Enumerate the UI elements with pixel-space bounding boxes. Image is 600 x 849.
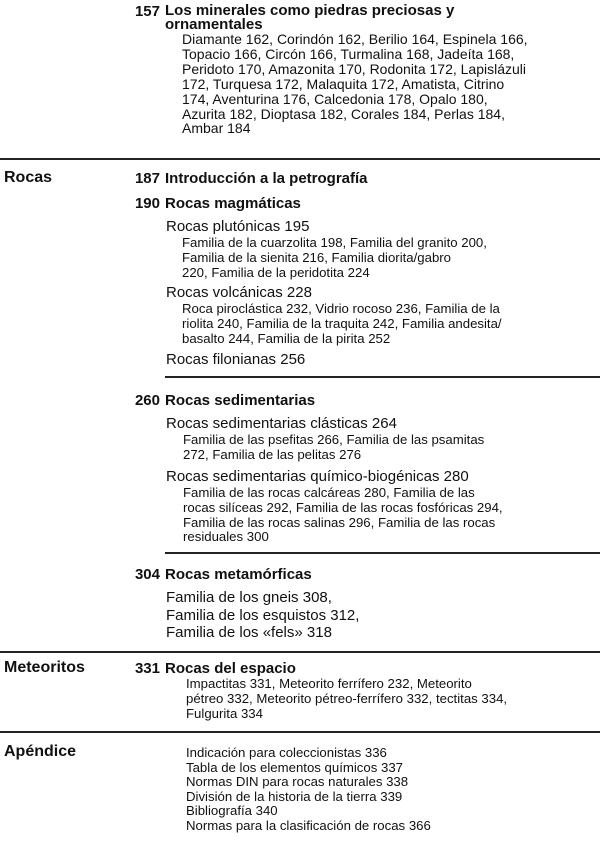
divider: [165, 552, 600, 554]
subsection-volcanicas: Rocas volcánicas 228: [166, 284, 312, 301]
minerales-details: [182, 32, 528, 136]
detail-line: Familia de la cuarzolita 198, Familia del granito 200,: [182, 235, 487, 250]
page-number: 304: [134, 566, 160, 583]
detail-line: 172, Turquesa 172, Malaquita 172, Amatista, Citrino: [182, 75, 505, 92]
detail-line: Familia de las rocas salinas 296, Familia de las rocas: [183, 514, 496, 530]
detail-line: Ambar 184: [182, 120, 251, 137]
detail-line: Azurita 182, Dioptasa 182, Corales 184, Perlas 184,: [182, 105, 505, 122]
quimicas-details: [183, 486, 503, 545]
divider: [0, 731, 600, 733]
detail-line: riolita 240, Familia de la traquita 242, Familia andesita/: [182, 315, 502, 331]
apendice-items: [186, 746, 431, 834]
detail-line: 220, Familia de la peridotita 224: [182, 264, 370, 280]
title-line: Los minerales como piedras preciosas y: [165, 2, 455, 19]
plutonicas-details: [182, 236, 487, 280]
divider: [0, 158, 600, 160]
detail-line: Familia de los esquistos 312,: [166, 606, 360, 624]
detail-line: Familia de las rocas calcáreas 280, Familia de las: [183, 485, 475, 500]
detail-line: Tabla de los elementos químicos 337: [186, 759, 403, 775]
chapter-title: Rocas sedimentarias: [165, 392, 316, 409]
divider: [0, 651, 600, 653]
chapter-title: Introducción a la petrografía: [165, 170, 368, 187]
page-number: 260: [134, 392, 160, 409]
detail-line: Familia de la sienita 216, Familia diorita/gabro: [182, 249, 452, 265]
divider: [165, 376, 600, 378]
detail-line: 174, Aventurina 176, Calcedonia 178, Opalo 180,: [182, 90, 488, 107]
metamorficas-items: [166, 589, 359, 642]
chapter-title: Rocas del espacio: [165, 660, 296, 677]
detail-line: Topacio 166, Circón 166, Turmalina 168, Jadeíta 168,: [182, 45, 515, 62]
chapter-title: Rocas metamórficas: [165, 566, 312, 583]
detail-line: Roca piroclástica 232, Vidrio rocoso 236, Familia de la: [182, 301, 500, 316]
subsection-quimicas: Rocas sedimentarias químico-biogénicas 280: [166, 468, 469, 485]
detail-line: basalto 244, Familia de la pirita 252: [182, 330, 391, 346]
detail-line: Diamante 162, Corindón 162, Berilio 164, Espinela 166,: [182, 31, 528, 47]
page-number: 190: [134, 195, 160, 212]
page-number: 187: [134, 170, 160, 187]
volcanicas-details: [182, 302, 502, 346]
detail-line: Familia de los gneis 308,: [166, 589, 332, 606]
section-label-rocas: Rocas: [4, 169, 53, 186]
detail-line: Normas DIN para rocas naturales 338: [186, 774, 409, 790]
section-label-apendice: Apéndice: [4, 743, 77, 760]
detail-line: residuales 300: [183, 529, 269, 545]
detail-line: Impactitas 331, Meteorito ferrífero 232, Meteorito: [186, 676, 472, 691]
detail-line: Indicación para coleccionistas 336: [186, 745, 387, 760]
page-number: 331: [134, 660, 160, 677]
detail-line: 272, Familia de las pelitas 276: [183, 446, 362, 462]
section-label-meteoritos: Meteoritos: [4, 659, 85, 676]
detail-line: Normas para la clasificación de rocas 366: [186, 817, 431, 833]
page-number: 157: [134, 3, 160, 20]
clasticas-details: [183, 433, 484, 463]
subsection-filonianas: Rocas filonianas 256: [166, 351, 306, 368]
detail-line: Familia de las psefitas 266, Familia de las psamitas: [183, 432, 485, 447]
subsection-plutonicas: Rocas plutónicas 195: [166, 218, 310, 235]
detail-line: Familia de los «fels» 318: [166, 624, 332, 641]
detail-line: División de la historia de la tierra 339: [186, 788, 403, 804]
meteoritos-details: [186, 677, 507, 721]
chapter-title: Rocas magmáticas: [165, 195, 301, 212]
detail-line: Fulgurita 334: [186, 705, 263, 721]
detail-line: rocas silíceas 292, Familia de las rocas fosfóricas 294,: [183, 499, 503, 515]
chapter-title: [165, 4, 565, 32]
title-line: ornamentales: [165, 16, 263, 33]
detail-line: Peridoto 170, Amazonita 170, Rodonita 172, Lapislázuli: [182, 60, 527, 77]
detail-line: pétreo 332, Meteorito pétreo-ferrífero 332, tectitas 334,: [186, 690, 508, 706]
subsection-clasticas: Rocas sedimentarias clásticas 264: [166, 415, 397, 432]
detail-line: Bibliografía 340: [186, 803, 278, 819]
